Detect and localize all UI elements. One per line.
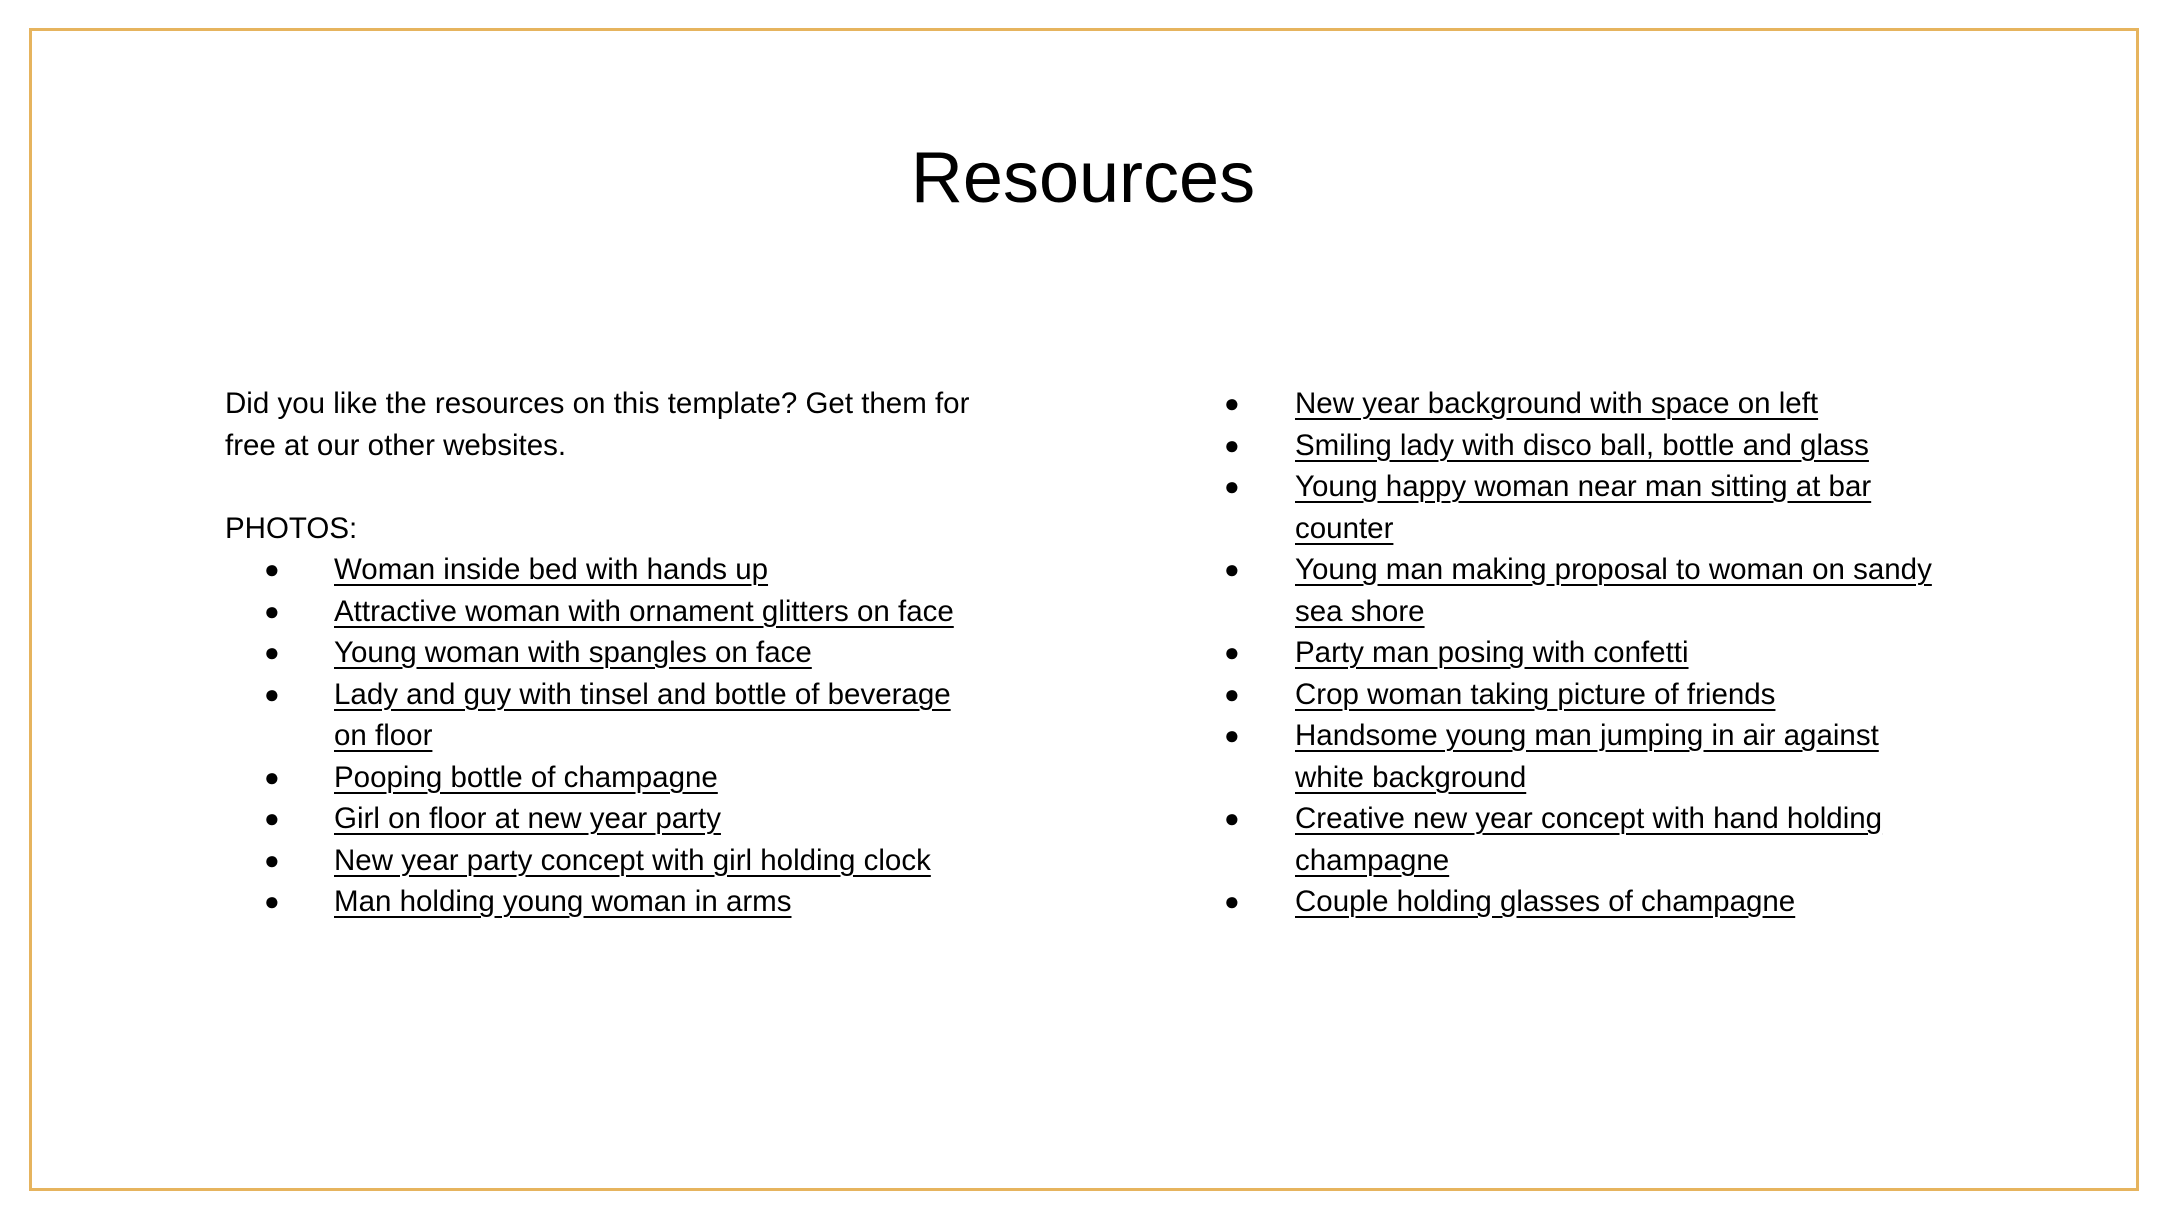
list-item [225, 632, 985, 674]
bullet-icon: ● [264, 595, 280, 626]
resource-link[interactable]: Young woman with spangles on face [334, 636, 812, 669]
bullet-icon: ● [264, 844, 280, 875]
resource-link[interactable]: Party man posing with confetti [1295, 636, 1689, 669]
list-item [225, 674, 985, 757]
list-item [1220, 798, 1950, 881]
page-title: Resources [910, 138, 1256, 218]
bullet-icon: ● [1224, 429, 1240, 460]
bullet-icon: ● [264, 637, 280, 667]
bullet-icon: ● [1224, 720, 1240, 750]
list-item [225, 881, 985, 923]
right-link-list [1220, 383, 1950, 923]
resource-link[interactable]: Lady and guy with tinsel and bottle of beverage on floor [334, 677, 951, 752]
bullet-icon: ● [264, 886, 280, 916]
list-item [1220, 425, 1950, 467]
list-item [225, 757, 985, 799]
list-item [1220, 549, 1950, 632]
bullet-icon: ● [1224, 471, 1240, 501]
list-item [1220, 715, 1950, 798]
bullet-icon: ● [1224, 678, 1240, 709]
bullet-icon: ● [1224, 388, 1240, 418]
photos-label: PHOTOS: [225, 511, 358, 545]
bullet-icon: ● [1224, 803, 1240, 833]
bullet-icon: ● [264, 554, 280, 584]
left-column [225, 383, 985, 923]
resource-link[interactable]: Creative new year concept with hand holding champagne [1295, 802, 1883, 877]
spacer [225, 466, 985, 508]
right-column [1220, 383, 1950, 923]
resource-link[interactable]: Pooping bottle of champagne [334, 760, 718, 794]
list-item [1220, 674, 1950, 716]
bullet-icon: ● [1224, 637, 1240, 667]
resource-link[interactable]: New year party concept with girl holding clock [334, 843, 931, 877]
list-item [1220, 466, 1950, 549]
bullet-icon: ● [264, 803, 280, 833]
resource-link[interactable]: Woman inside bed with hands up [334, 553, 769, 586]
resource-link[interactable]: Man holding young woman in arms [334, 885, 792, 918]
left-link-list [225, 549, 985, 923]
resource-link[interactable]: Young man making proposal to woman on sandy sea shore [1295, 553, 1932, 628]
intro-text: Did you like the resources on this template? Get them for free at our other websites. [225, 387, 970, 462]
bullet-icon: ● [264, 761, 280, 792]
resource-link[interactable]: Young happy woman near man sitting at bar counter [1295, 470, 1872, 545]
resource-link[interactable]: Crop woman taking picture of friends [1295, 677, 1776, 711]
resource-link[interactable]: Girl on floor at new year party [334, 802, 721, 835]
list-item [1220, 383, 1950, 425]
resource-link[interactable]: Handsome young man jumping in air against white background [1295, 719, 1879, 794]
list-item [225, 549, 985, 591]
resource-link[interactable]: New year background with space on left [1295, 387, 1819, 420]
resource-link[interactable]: Couple holding glasses of champagne [1295, 885, 1796, 918]
list-item [1220, 632, 1950, 674]
list-item [225, 840, 985, 882]
resource-link[interactable]: Smiling lady with disco ball, bottle and glass [1295, 428, 1869, 462]
list-item [1220, 881, 1950, 923]
bullet-icon: ● [1224, 886, 1240, 916]
bullet-icon: ● [1224, 554, 1240, 584]
list-item [225, 591, 985, 633]
bullet-icon: ● [264, 678, 280, 709]
list-item [225, 798, 985, 840]
resource-link[interactable]: Attractive woman with ornament glitters on face [334, 594, 954, 628]
